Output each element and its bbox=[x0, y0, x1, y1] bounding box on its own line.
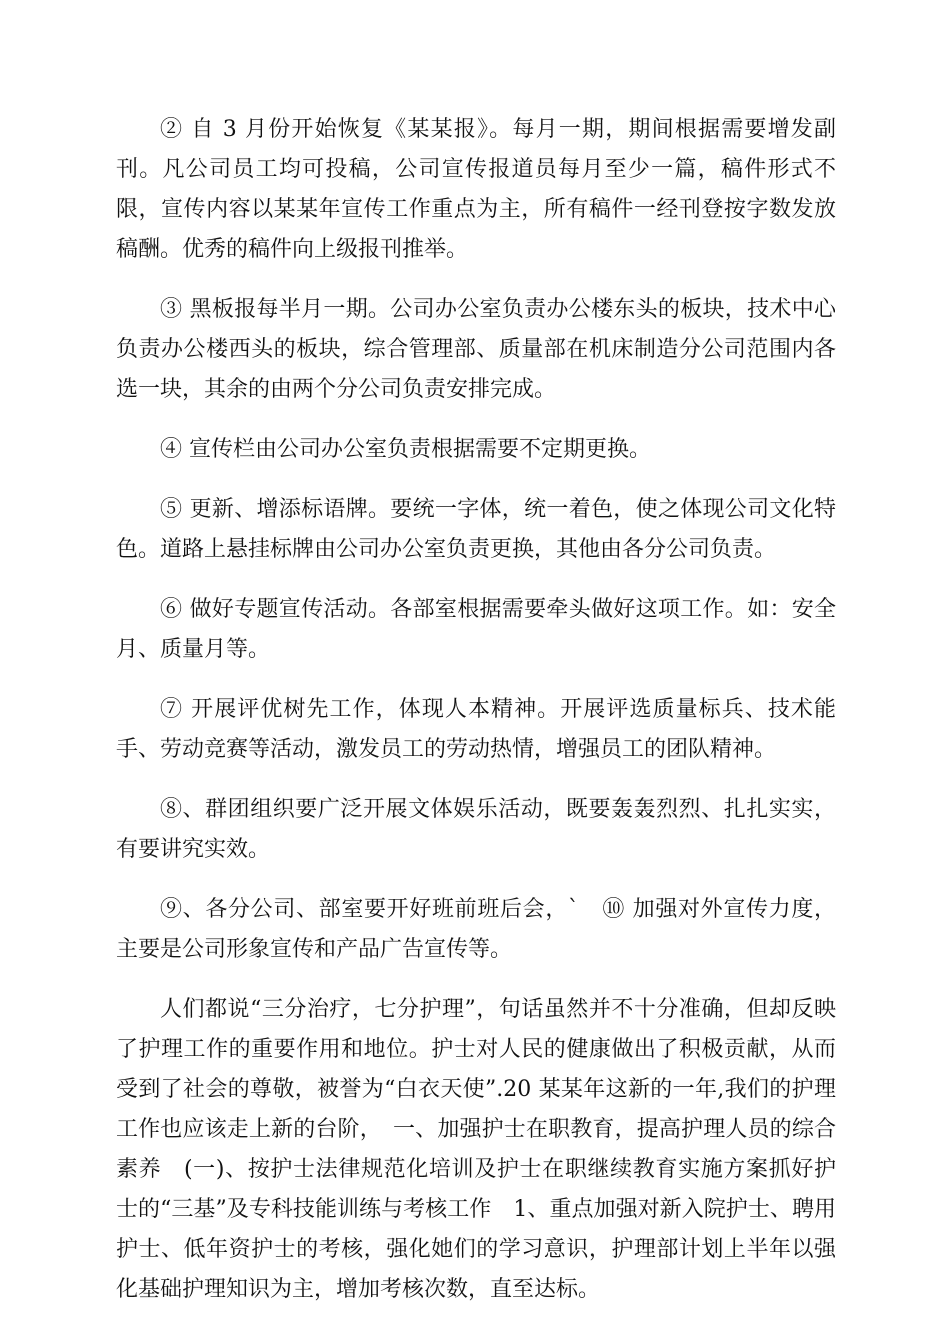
paragraph-item-3: ③ 黑板报每半月一期。公司办公室负责办公楼东头的板块，技术中心负责办公楼西头的板块，综合管理部、质量部在机床制造分公司范围内各选一块，其余的由两个分公司负责安排完成。 bbox=[116, 297, 836, 402]
paragraph-nursing-plan: 人们都说“三分治疗，七分护理”，句话虽然并不十分准确，但却反映了护理工作的重要作用和地位。护士对人民的健康做出了积极贡献，从而受到了社会的尊敬，被誉为“白衣天使”.20 某某年这新的一年,我们的护理工作也应该走上新的台阶， 一、加强护士在职教育，提高护理人员的综合素养 (一)、按护士法律规范化培训及护士在职继续教育实施方案抓好护士的“三基”及专科技能训练与考核工作 1、重点加强对新入院护士、聘用护士、低年资护士的考核，强化她们的学习意识，护理部计划上半年以强化基础护理知识为主，增加考核次数，直至达标。 bbox=[116, 997, 836, 1302]
document-body bbox=[116, 110, 836, 1330]
paragraph-item-4: ④ 宣传栏由公司办公室负责根据需要不定期更换。 bbox=[160, 437, 651, 462]
paragraph-item-8: ⑧、群团组织要广泛开展文体娱乐活动，既要轰轰烈烈、扎扎实实，有要讲究实效。 bbox=[116, 797, 836, 862]
paragraph-item-7: ⑦ 开展评优树先工作，体现人本精神。开展评选质量标兵、技术能手、劳动竞赛等活动，激发员工的劳动热情，增强员工的团队精神。 bbox=[116, 697, 836, 762]
paragraph-item-9-10: ⑨、各分公司、部室要开好班前班后会，` ⑩ 加强对外宣传力度，主要是公司形象宣传和产品广告宣传等。 bbox=[116, 897, 836, 962]
paragraph-item-6: ⑥ 做好专题宣传活动。各部室根据需要牵头做好这项工作。如：安全月、质量月等。 bbox=[116, 597, 836, 662]
paragraph-item-2: ② 自 3 月份开始恢复《某某报》。每月一期，期间根据需要增发副刊。凡公司员工均可投稿，公司宣传报道员每月至少一篇，稿件形式不限，宣传内容以某某年宣传工作重点为主，所有稿件一经刊登按字数发放稿酬。优秀的稿件向上级报刊推举。 bbox=[116, 117, 836, 262]
paragraph-item-5: ⑤ 更新、增添标语牌。要统一字体，统一着色，使之体现公司文化特色。道路上悬挂标牌由公司办公室负责更换，其他由各分公司负责。 bbox=[116, 497, 836, 562]
